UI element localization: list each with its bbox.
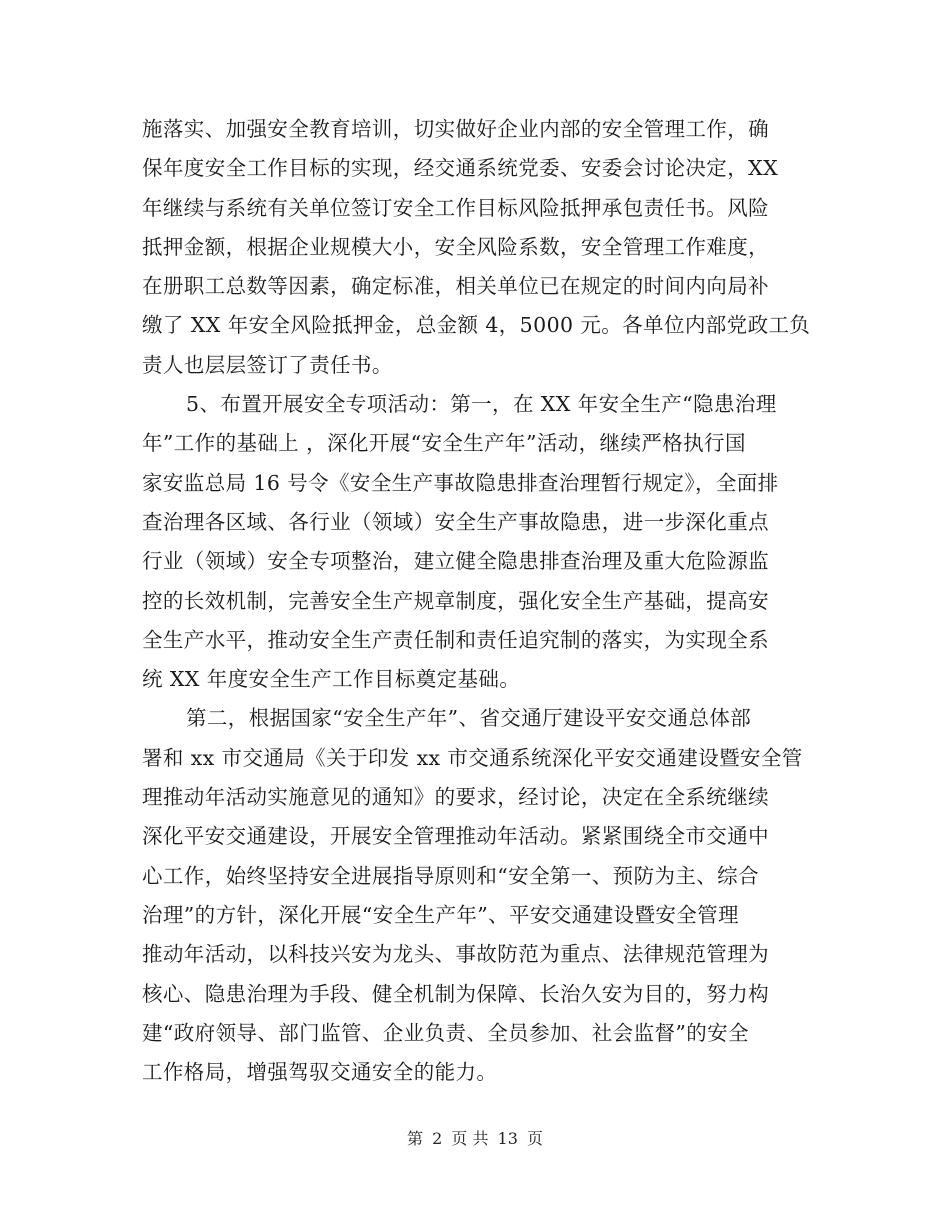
- text-line: 核心、隐患治理为手段、健全机制为保障、长治久安为目的，努力构: [142, 981, 769, 1006]
- footer-total-pages: 13: [497, 1129, 518, 1148]
- text-line: 深化平安交通建设，开展安全管理推动年活动。紧紧围绕全市交通中: [142, 824, 769, 849]
- text-line: 心工作，始终坚持安全进展指导原则和“安全第一、预防为主、综合: [142, 863, 759, 888]
- text-line: 保年度安全工作目标的实现，经交通系统党委、安委会讨论决定，XX: [142, 156, 779, 181]
- text-line: 年”工作的基础上 ，深化开展“安全生产年”活动，继续严格执行国: [142, 431, 746, 456]
- text-line: 家安监总局 16 号令《安全生产事故隐患排查治理暂行规定》，全面排: [142, 470, 779, 495]
- text-line: 治理”的方针，深化开展“安全生产年”、平安交通建设暨安全管理: [142, 902, 739, 927]
- footer-prefix: 第: [406, 1129, 423, 1148]
- footer-middle: 页 共: [451, 1129, 489, 1148]
- footer-suffix: 页: [527, 1129, 544, 1148]
- text-line: 控的长效机制，完善安全生产规章制度，强化安全生产基础，提高安: [142, 588, 769, 613]
- text-line: 署和 xx 市交通局《关于印发 xx 市交通系统深化平安交通建设暨安全管: [142, 745, 803, 770]
- text-line: 推动年活动，以科技兴安为龙头、事故防范为重点、法律规范管理为: [142, 942, 769, 967]
- text-line: 5、布置开展安全专项活动：第一，在 XX 年安全生产“隐患治理: [186, 392, 777, 417]
- text-line: 建“政府领导、部门监管、企业负责、全员参加、社会监督”的安全: [142, 1020, 749, 1045]
- text-line: 缴了 XX 年安全风险抵押金，总金额 4，5000 元。各单位内部党政工负: [142, 313, 811, 338]
- text-line: 查治理各区域、各行业（领域）安全生产事故隐患，进一步深化重点: [142, 509, 769, 534]
- text-line: 统 XX 年度安全生产工作目标奠定基础。: [142, 667, 521, 692]
- text-line: 行业（领域）安全专项整治，建立健全隐患排查治理及重大危险源监: [142, 549, 769, 574]
- text-line: 第二，根据国家“安全生产年”、省交通厅建设平安交通总体部: [186, 706, 752, 731]
- text-line: 在册职工总数等因素，确定标准，相关单位已在规定的时间内向局补: [142, 274, 769, 299]
- text-line: 理推动年活动实施意见的通知》的要求，经讨论，决定在全系统继续: [142, 785, 769, 810]
- footer-page-number: 2: [432, 1129, 443, 1148]
- text-line: 工作格局，增强驾驭交通安全的能力。: [142, 1060, 498, 1085]
- text-line: 全生产水平，推动安全生产责任制和责任追究制的落实，为实现全系: [142, 627, 769, 652]
- text-line: 年继续与系统有关单位签订安全工作目标风险抵押承包责任书。风险: [142, 195, 769, 220]
- text-line: 施落实、加强安全教育培训，切实做好企业内部的安全管理工作，确: [142, 117, 769, 141]
- document-body: [142, 110, 822, 1092]
- text-line: 责人也层层签订了责任书。: [142, 352, 393, 377]
- page-footer: [0, 1126, 950, 1149]
- text-line: 抵押金额，根据企业规模大小，安全风险系数，安全管理工作难度，: [142, 234, 769, 259]
